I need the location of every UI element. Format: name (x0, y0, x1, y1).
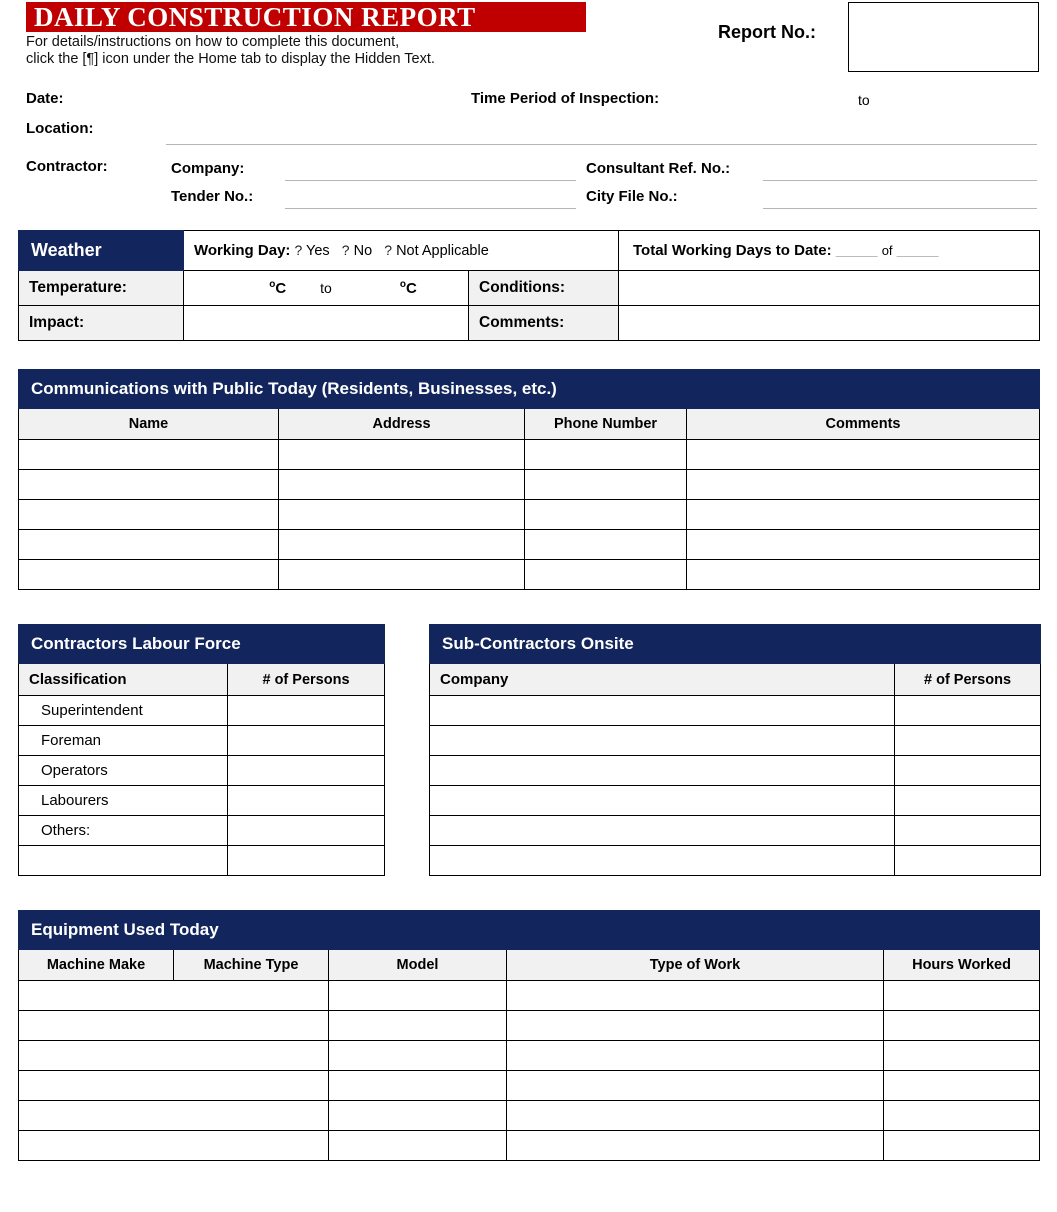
table-row[interactable] (430, 726, 1041, 756)
cell-type-of-work[interactable] (507, 981, 884, 1011)
temperature-range-cell[interactable] (184, 271, 469, 306)
contractor-label: Contractor: (26, 158, 108, 175)
workforce-zone (18, 624, 1039, 876)
cell-company[interactable] (430, 726, 895, 756)
cell-comments[interactable] (687, 560, 1040, 590)
sub-contractors-col-company: Company (430, 664, 895, 696)
cell-machine-make-type[interactable] (19, 1101, 329, 1131)
cell-comments[interactable] (687, 440, 1040, 470)
city-file-label: City File No.: (586, 188, 678, 205)
cell-machine-make-type[interactable] (19, 1011, 329, 1041)
checkbox-not-applicable-icon[interactable]: ? (384, 242, 393, 258)
table-row[interactable] (430, 846, 1041, 876)
cell-hours-worked[interactable] (884, 1071, 1040, 1101)
table-row[interactable] (19, 756, 385, 786)
consultant-ref-label: Consultant Ref. No.: (586, 160, 731, 177)
table-row[interactable] (19, 470, 1040, 500)
table-row[interactable] (19, 500, 1040, 530)
classification-foreman: Foreman (19, 726, 228, 756)
cell-company[interactable] (430, 786, 895, 816)
total-working-days-of: of (881, 243, 893, 258)
communications-col-name: Name (19, 409, 279, 440)
cell-company[interactable] (430, 696, 895, 726)
option-not-applicable-label: Not Applicable (396, 243, 489, 259)
cell-persons[interactable] (895, 726, 1041, 756)
table-row[interactable] (19, 786, 385, 816)
communications-title: Communications with Public Today (Residents, Businesses, etc.) (19, 370, 1040, 409)
cell-hours-worked[interactable] (884, 1131, 1040, 1161)
equipment-header-row (19, 950, 1040, 981)
impact-row (19, 306, 1040, 341)
cell-comments[interactable] (687, 530, 1040, 560)
meta-fields (0, 80, 1057, 230)
table-row[interactable] (430, 756, 1041, 786)
table-row[interactable] (19, 1101, 1040, 1131)
table-row[interactable] (19, 1071, 1040, 1101)
cell-persons[interactable] (895, 846, 1041, 876)
total-working-days-cell (619, 231, 1040, 271)
cell-type-of-work[interactable] (507, 1011, 884, 1041)
temperature-unit-from: $^o$C (269, 279, 287, 297)
weather-title: Weather (19, 231, 184, 271)
equipment-col-machine-make: Machine Make (19, 950, 174, 981)
table-row[interactable] (19, 1011, 1040, 1041)
weather-section (18, 230, 1040, 341)
cell-type-of-work[interactable] (507, 1071, 884, 1101)
persons-operators-field[interactable] (228, 756, 385, 786)
communications-col-comments: Comments (687, 409, 1040, 440)
cell-model[interactable] (329, 981, 507, 1011)
temperature-unit-to: $^o$C (399, 279, 417, 297)
classification-labourers: Labourers (19, 786, 228, 816)
cell-model[interactable] (329, 1071, 507, 1101)
cell-persons[interactable] (895, 756, 1041, 786)
equipment-section (18, 910, 1040, 1161)
document-header (0, 0, 1057, 80)
cell-type-of-work[interactable] (507, 1101, 884, 1131)
classification-superintendent: Superintendent (19, 696, 228, 726)
cell-name[interactable] (19, 560, 279, 590)
cell-persons[interactable] (895, 696, 1041, 726)
comments-label: Comments: (469, 306, 619, 341)
labour-force-title-row (19, 625, 385, 664)
sub-contractors-title: Sub-Contractors Onsite (430, 625, 1041, 664)
comments-field[interactable] (619, 306, 1040, 341)
option-no-label: No (353, 243, 373, 259)
cell-address[interactable] (279, 500, 525, 530)
cell-address[interactable] (279, 530, 525, 560)
sub-contractors-title-row (430, 625, 1041, 664)
persons-blank-field[interactable] (228, 846, 385, 876)
weather-header-row (19, 231, 1040, 271)
consultant-ref-underline (763, 180, 1037, 181)
table-row[interactable] (430, 816, 1041, 846)
cell-persons[interactable] (895, 816, 1041, 846)
impact-label: Impact: (19, 306, 184, 341)
classification-blank-field[interactable] (19, 846, 228, 876)
communications-section (18, 369, 1040, 590)
communications-col-address: Address (279, 409, 525, 440)
persons-labourers-field[interactable] (228, 786, 385, 816)
company-label: Company: (171, 160, 245, 177)
table-row[interactable] (430, 696, 1041, 726)
table-row[interactable] (430, 786, 1041, 816)
cell-name[interactable] (19, 530, 279, 560)
classification-others: Others: (19, 816, 228, 846)
classification-operators: Operators (19, 756, 228, 786)
cell-phone[interactable] (525, 440, 687, 470)
cell-address[interactable] (279, 440, 525, 470)
communications-header-row (19, 409, 1040, 440)
cell-persons[interactable] (895, 786, 1041, 816)
cell-name[interactable] (19, 500, 279, 530)
cell-phone[interactable] (525, 500, 687, 530)
checkbox-yes-icon[interactable]: ? (294, 242, 303, 258)
city-file-underline (763, 208, 1037, 209)
tender-no-underline (285, 208, 576, 209)
cell-phone[interactable] (525, 470, 687, 500)
cell-hours-worked[interactable] (884, 1011, 1040, 1041)
company-underline (285, 180, 576, 181)
cell-machine-make-type[interactable] (19, 1071, 329, 1101)
table-row[interactable] (19, 981, 1040, 1011)
table-row[interactable] (19, 1131, 1040, 1161)
persons-superintendent-field[interactable] (228, 696, 385, 726)
temperature-to-word: to (320, 280, 332, 296)
time-period-label: Time Period of Inspection: (471, 90, 660, 107)
instructions-line-1: For details/instructions on how to complete this document, (26, 34, 400, 50)
equipment-col-model: Model (329, 950, 507, 981)
cell-model[interactable] (329, 1041, 507, 1071)
cell-name[interactable] (19, 440, 279, 470)
equipment-col-machine-type: Machine Type (174, 950, 329, 981)
impact-field[interactable] (184, 306, 469, 341)
cell-comments[interactable] (687, 500, 1040, 530)
cell-address[interactable] (279, 470, 525, 500)
table-row[interactable] (19, 560, 1040, 590)
date-label: Date: (26, 90, 64, 107)
table-row[interactable] (19, 726, 385, 756)
labour-force-col-classification: Classification (19, 664, 228, 696)
communications-col-phone: Phone Number (525, 409, 687, 440)
location-underline (166, 144, 1037, 145)
conditions-field[interactable] (619, 271, 1040, 306)
cell-machine-make-type[interactable] (19, 981, 329, 1011)
persons-others-field[interactable] (228, 816, 385, 846)
cell-company[interactable] (430, 756, 895, 786)
equipment-title: Equipment Used Today (19, 911, 1040, 950)
time-period-to-word: to (858, 92, 870, 108)
cell-phone[interactable] (525, 530, 687, 560)
cell-machine-make-type[interactable] (19, 1041, 329, 1071)
labour-force-col-persons: # of Persons (228, 664, 385, 696)
labour-force-section (18, 624, 385, 876)
cell-hours-worked[interactable] (884, 1041, 1040, 1071)
cell-name[interactable] (19, 470, 279, 500)
temperature-row (19, 271, 1040, 306)
cell-model[interactable] (329, 1011, 507, 1041)
labour-force-title: Contractors Labour Force (19, 625, 385, 664)
cell-machine-make-type[interactable] (19, 1131, 329, 1161)
working-day-label: Working Day: (194, 242, 291, 259)
conditions-label: Conditions: (469, 271, 619, 306)
total-working-days-field-1[interactable]: _____ (835, 242, 878, 259)
table-row[interactable] (19, 1041, 1040, 1071)
tender-no-label: Tender No.: (171, 188, 254, 205)
labour-force-header-row (19, 664, 385, 696)
instructions-text (26, 34, 435, 68)
temperature-label: Temperature: (19, 271, 184, 306)
cell-company[interactable] (430, 846, 895, 876)
cell-hours-worked[interactable] (884, 981, 1040, 1011)
checkbox-no-icon[interactable]: ? (341, 242, 350, 258)
instructions-line-2: click the [¶] icon under the Home tab to display the Hidden Text. (26, 51, 435, 67)
sub-contractors-header-row (430, 664, 1041, 696)
page-title: DAILY CONSTRUCTION REPORT (26, 2, 586, 32)
table-row[interactable] (19, 846, 385, 876)
table-row[interactable] (19, 440, 1040, 470)
sub-contractors-col-persons: # of Persons (895, 664, 1041, 696)
cell-comments[interactable] (687, 470, 1040, 500)
cell-type-of-work[interactable] (507, 1131, 884, 1161)
working-day-cell (184, 231, 619, 271)
option-yes-label: Yes (306, 243, 330, 259)
cell-company[interactable] (430, 816, 895, 846)
equipment-col-type-of-work: Type of Work (507, 950, 884, 981)
report-no-field[interactable] (848, 2, 1039, 72)
equipment-col-hours-worked: Hours Worked (884, 950, 1040, 981)
table-row[interactable] (19, 816, 385, 846)
cell-type-of-work[interactable] (507, 1041, 884, 1071)
report-no-label: Report No.: (718, 22, 816, 42)
cell-address[interactable] (279, 560, 525, 590)
table-row[interactable] (19, 530, 1040, 560)
table-row[interactable] (19, 696, 385, 726)
location-label: Location: (26, 120, 94, 137)
total-working-days-label: Total Working Days to Date: (633, 242, 832, 259)
equipment-title-row (19, 911, 1040, 950)
sub-contractors-section (429, 624, 1041, 876)
cell-model[interactable] (329, 1131, 507, 1161)
total-working-days-field-2[interactable]: _____ (896, 242, 939, 259)
cell-hours-worked[interactable] (884, 1101, 1040, 1131)
persons-foreman-field[interactable] (228, 726, 385, 756)
cell-phone[interactable] (525, 560, 687, 590)
communications-title-row (19, 370, 1040, 409)
cell-model[interactable] (329, 1101, 507, 1131)
